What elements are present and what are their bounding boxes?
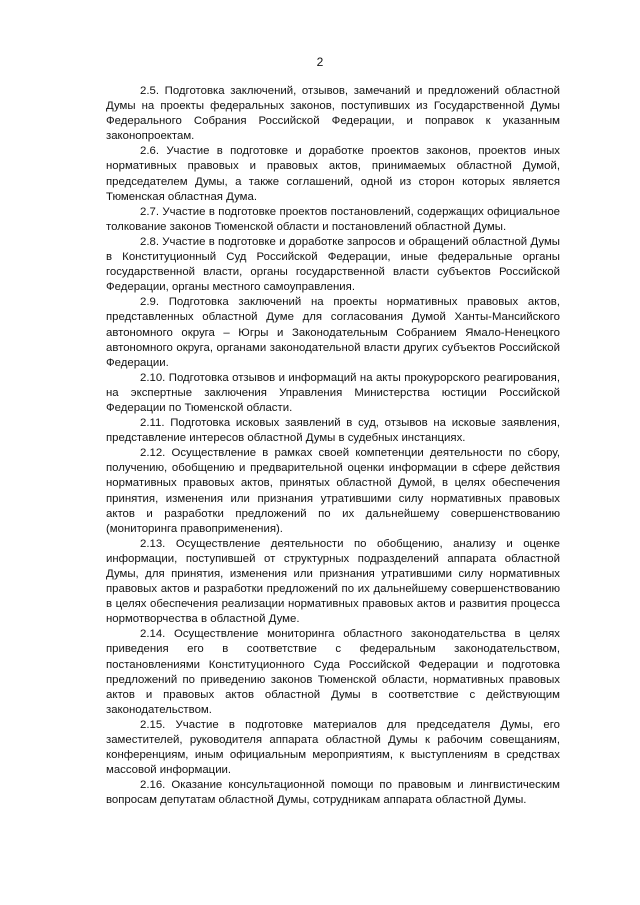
paragraph-2-10: 2.10. Подготовка отзывов и информаций на акты прокурорского реагирования, на экспертные заключения Управления Министерства юстиции Российской Федерации по Тюменской области. <box>106 371 560 414</box>
paragraph-2-9: 2.9. Подготовка заключений на проекты нормативных правовых актов, представленных областной Думе для согласования Думой Ханты-Мансийского автономного округа – Югры и Законодательным Собранием Ямало-Ненецкого автономного округа, органами законодательной власти других субъектов Российской Федерации. <box>106 296 560 369</box>
paragraph-2-6: 2.6. Участие в подготовке и доработке проектов законов, проектов иных нормативных правовых и правовых актов, принимаемых областной Думой, председателем Думы, а также соглашений, одной из сторон которых является Тюменская областная Дума. <box>106 145 560 203</box>
paragraph-2-11: 2.11. Подготовка исковых заявлений в суд, отзывов на исковые заявления, представление интересов областной Думы в судебных инстанциях. <box>106 417 560 445</box>
paragraph-2-16: 2.16. Оказание консультационной помощи по правовым и лингвистическим вопросам депутатам областной Думы, сотрудникам аппарата областной Думы. <box>106 779 560 807</box>
page-number: 2 <box>316 55 324 69</box>
paragraph-2-14: 2.14. Осуществление мониторинга областного законодательства в целях приведения его в соответствие с федеральным законодательством, постановлениями Конституционного Суда Российской Федерации и подготовка предложений по приведению законов Тюменской области, нормативных правовых актов и правовых актов областной Думы в соответствие с действующим законодательством. <box>106 628 560 716</box>
paragraph-2-12: 2.12. Осуществление в рамках своей компетенции деятельности по сбору, получению, обобщению и предварительной оценки информации в сфере действия нормативных правовых актов, принятых областной Думой, в целях обеспечения принятия, изменения или признания утратившими силу нормативных правовых актов и разработки предложений по их дальнейшему совершенствованию (мониторинга правоприменения). <box>106 447 560 535</box>
paragraph-2-15: 2.15. Участие в подготовке материалов для председателя Думы, его заместителей, руководителя аппарата областной Думы к рабочим совещаниям, конференциям, иным официальным мероприятиям, к выступлениям в средствах массовой информации. <box>106 718 560 777</box>
paragraph-2-13: 2.13. Осуществление деятельности по обобщению, анализу и оценке информации, поступившей от структурных подразделений аппарата областной Думы, для принятия, изменения или признания утратившими силу нормативных правовых актов и разработки предложений по их дальнейшему совершенствованию в целях обеспечения реализации нормативных правовых актов и развития процесса нормотворчества в областной Думе. <box>106 537 560 626</box>
paragraph-2-7: 2.7. Участие в подготовке проектов постановлений, содержащих официальное толкование законов Тюменской области и постановлений областной Думы. <box>106 205 560 233</box>
paragraph-2-5: 2.5. Подготовка заключений, отзывов, замечаний и предложений областной Думы на проекты федеральных законов, поступивших из Государственной Думы Федерального Собрания Российской Федерации, и поправок к указанным законопроектам. <box>106 85 560 143</box>
document-body <box>106 84 560 809</box>
paragraph-2-8: 2.8. Участие в подготовке и доработке запросов и обращений областной Думы в Конституционный Суд Российской Федерации, иные федеральные органы государственной власти, органы государственной власти субъектов Российской Федерации, органы местного самоуправления. <box>106 235 560 294</box>
